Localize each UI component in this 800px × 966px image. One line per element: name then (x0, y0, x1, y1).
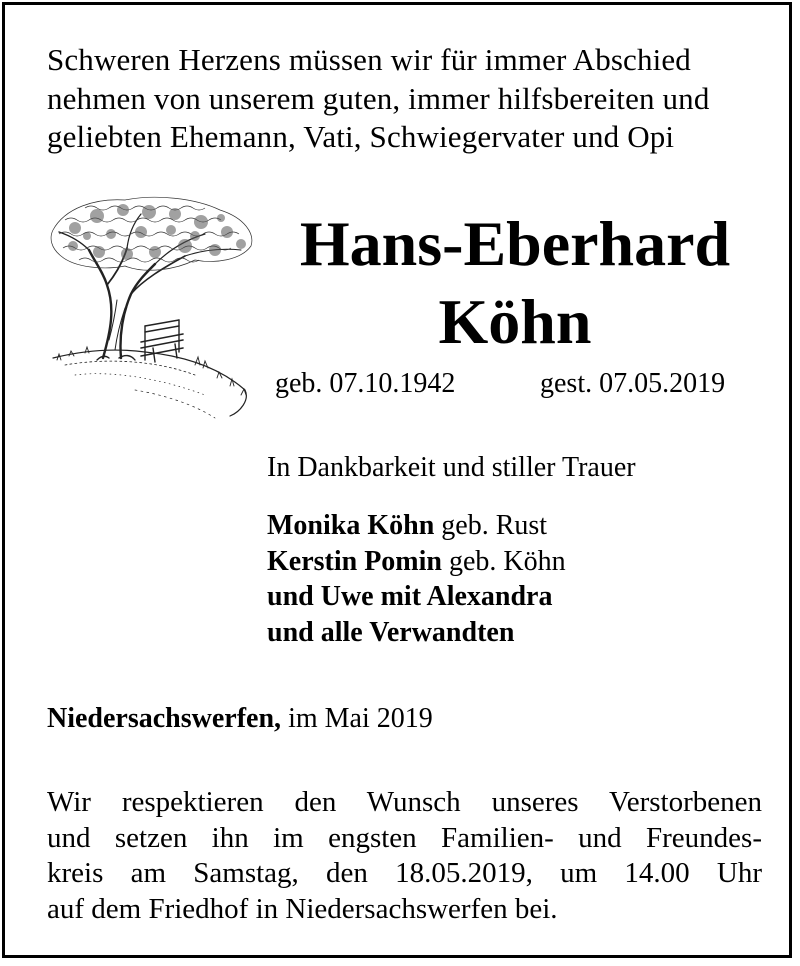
intro-line: nehmen von unserem guten, immer hilfsbereiten und (47, 80, 710, 116)
tree-with-bench-illustration (45, 190, 260, 425)
mourner-entry (267, 615, 566, 651)
death-date: gest. 07.05.2019 (540, 368, 726, 399)
intro-line: Schweren Herzens müssen wir für immer Abschied (47, 42, 691, 77)
deceased-first-name: Hans-Eberhard (299, 208, 731, 279)
place-and-date (47, 702, 433, 736)
intro-line: geliebten Ehemann, Vati, Schwiegervater und Opi (47, 119, 675, 154)
funeral-line: und setzen ihn im engsten Familien- und Freundes- (47, 821, 762, 854)
mourner-entry (267, 544, 566, 580)
mourners-list (267, 508, 566, 650)
mourning-line: In Dankbarkeit und stiller Trauer (267, 452, 636, 483)
funeral-line: auf dem Friedhof in Niedersachswerfen bei. (47, 892, 558, 925)
mourner-name: und alle Verwandten (267, 616, 515, 648)
funeral-line: kreis am Samstag, den 18.05.2019, um 14.00 Uhr (47, 857, 762, 889)
intro-text (47, 41, 767, 157)
place-town: Niedersachswerfen, (47, 703, 282, 734)
mourner-name: und Uwe mit Alexandra (267, 581, 553, 612)
deceased-name (255, 205, 775, 361)
birth-date: geb. 07.10.1942 (275, 368, 456, 399)
deceased-last-name: Köhn (438, 286, 592, 357)
mourner-name: Kerstin Pomin (267, 545, 442, 577)
mourner-entry (267, 579, 566, 615)
obituary-notice (2, 2, 792, 958)
mourner-note: geb. Köhn (442, 545, 566, 577)
funeral-text (47, 785, 762, 927)
mourner-name: Monika Köhn (267, 510, 435, 541)
place-date: im Mai 2019 (281, 703, 433, 734)
funeral-line: Wir respektieren den Wunsch unseres Verstorbenen (47, 786, 762, 818)
mourner-note: geb. Rust (434, 510, 548, 541)
mourner-entry (267, 508, 566, 544)
